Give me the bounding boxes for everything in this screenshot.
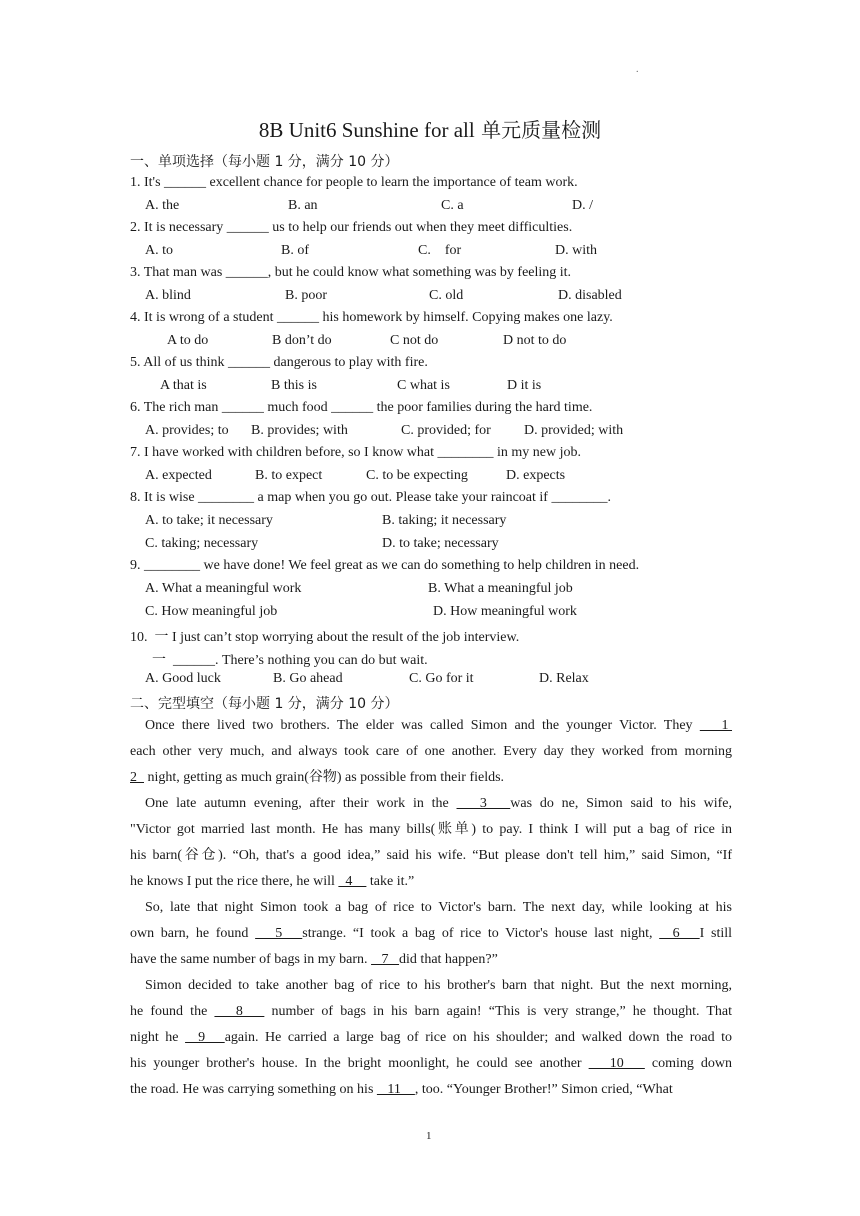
question-6: 6. The rich man ______ much food ______ the poor families during the hard time. <box>130 400 593 415</box>
option-d: D. expects <box>506 468 566 483</box>
blank: 6 <box>659 926 700 941</box>
option-c: C. a <box>441 198 464 213</box>
option-c: C not do <box>390 333 439 348</box>
blank: 1 <box>699 718 733 733</box>
passage-text: the road. He was carrying something on his <box>130 1082 377 1097</box>
question-8: 8. It is wise ________ a map when you go out. Please take your raincoat if ________. <box>130 490 611 505</box>
question-7: 7. I have worked with children before, so I know what ________ in my new job. <box>130 445 582 460</box>
passage-line <box>130 973 732 999</box>
passage-text: "Victor got married last month. He has many bills(账单) to pay. I think I will put a bag of rice in <box>130 822 732 837</box>
passage-line <box>130 713 732 739</box>
option-d: D. with <box>555 243 597 258</box>
option-c: C. provided; for <box>401 423 491 438</box>
passage-line <box>130 843 732 869</box>
question-1: 1. It's ______ excellent chance for people to learn the importance of team work. <box>130 175 578 190</box>
option-d: D. provided; with <box>524 423 624 438</box>
passage-text: was do ne, Simon said to his wife, <box>510 796 733 811</box>
passage-text: strange. “I took a bag of rice to Victor's house last night, <box>302 926 660 941</box>
option-d: D. disabled <box>558 288 622 303</box>
blank: 5 <box>255 926 303 941</box>
blank: 4 <box>338 874 367 889</box>
option-b: B. to expect <box>255 468 323 483</box>
passage-line <box>130 999 732 1025</box>
option-d: D. How meaningful work <box>433 604 577 619</box>
option-a: A. Good luck <box>145 671 221 686</box>
passage-text: take it.” <box>366 874 415 889</box>
passage-text: have the same number of bags in my barn. <box>130 952 372 967</box>
option-b: B this is <box>271 378 317 393</box>
option-b: B. of <box>281 243 309 258</box>
passage-text: , too. “Younger Brother!” Simon cried, “What <box>414 1082 673 1097</box>
option-c: C. How meaningful job <box>145 604 278 619</box>
page-title <box>0 114 860 143</box>
option-a: A to do <box>167 333 209 348</box>
option-b: B. taking; it necessary <box>382 513 507 528</box>
passage-text: Simon decided to take another bag of rice to his brother's barn that night. But the next morning, <box>145 978 732 993</box>
passage-text: I still <box>699 926 733 941</box>
option-a: A. to take; it necessary <box>145 513 273 528</box>
option-c: C. taking; necessary <box>145 536 259 551</box>
cloze-paragraph-4 <box>130 973 732 1103</box>
section-heading-cloze: 二、完型填空（每小题 1 分，满分 10 分） <box>130 696 399 712</box>
header-dot: . <box>636 64 639 75</box>
question-2: 2. It is necessary ______ us to help our friends out when they meet difficulties. <box>130 220 573 235</box>
option-d: D. Relax <box>539 671 589 686</box>
passage-text: his barn(谷仓). “Oh, that's a good idea,” said his wife. “But please don't tell him,” said Simon, “If <box>130 848 732 863</box>
option-a: A. provides; to <box>145 423 229 438</box>
option-a: A. the <box>145 198 180 213</box>
passage-line <box>130 1025 732 1051</box>
question-5: 5. All of us think ______ dangerous to play with fire. <box>130 355 428 370</box>
option-c: C. for <box>418 243 462 258</box>
option-d: D. / <box>572 198 593 213</box>
option-d: D not to do <box>503 333 567 348</box>
section-heading-multiple-choice: 一、单项选择（每小题 1 分，满分 10 分） <box>130 154 399 170</box>
passage-text: Once there lived two brothers. The elder was called Simon and the younger Victor. They <box>145 718 700 733</box>
passage-text: night, getting as much grain(谷物) as possible from their fields. <box>144 770 505 785</box>
cloze-paragraph-3 <box>130 895 732 973</box>
option-b: B don’t do <box>272 333 332 348</box>
blank: 8 <box>214 1004 265 1019</box>
passage-text: One late autumn evening, after their work in the <box>145 796 457 811</box>
option-b: B. Go ahead <box>273 671 343 686</box>
passage-line <box>130 895 732 921</box>
passage-text: night he <box>130 1030 186 1045</box>
option-c: C. to be expecting <box>366 468 468 483</box>
blank: 2 <box>130 770 144 785</box>
blank: 10 <box>588 1056 645 1071</box>
blank: 9 <box>185 1030 225 1045</box>
passage-text: coming down <box>644 1056 732 1071</box>
question-10: 10. 一 I just can’t stop worrying about the result of the job interview. <box>130 630 520 645</box>
passage-line <box>130 765 732 791</box>
cloze-paragraph-2 <box>130 791 732 895</box>
option-c: C. Go for it <box>409 671 474 686</box>
passage-line <box>130 739 732 765</box>
passage-text: did that happen?” <box>399 952 498 967</box>
option-a: A that is <box>160 378 207 393</box>
option-d: D it is <box>507 378 542 393</box>
question-4: 4. It is wrong of a student ______ his homework by himself. Copying makes one lazy. <box>130 310 613 325</box>
title-english: 8B Unit6 Sunshine for all <box>258 118 475 142</box>
passage-text: So, late that night Simon took a bag of rice to Victor's barn. The next day, while looking at his <box>145 900 732 915</box>
blank: 3 <box>456 796 511 811</box>
passage-text: number of bags in his barn again! “This is very strange,” he thought. That <box>264 1004 733 1019</box>
title-chinese: 单元质量检测 <box>481 118 602 142</box>
cloze-paragraph-1 <box>130 713 732 791</box>
option-a: A. What a meaningful work <box>145 581 302 596</box>
passage-text: he knows I put the rice there, he will <box>130 874 339 889</box>
question-9: 9. ________ we have done! We feel great as we can do something to help children in need. <box>130 558 640 573</box>
option-c: C what is <box>397 378 450 393</box>
passage-line <box>130 869 732 895</box>
passage-line <box>130 947 732 973</box>
passage-line <box>130 1077 732 1103</box>
passage-line <box>130 921 732 947</box>
option-a: A. expected <box>145 468 212 483</box>
passage-text: his younger brother's house. In the bright moonlight, he could see another <box>130 1056 589 1071</box>
blank: 11 <box>376 1082 415 1097</box>
option-b: B. poor <box>285 288 327 303</box>
blank: 7 <box>371 952 400 967</box>
passage-line <box>130 791 732 817</box>
passage-text: own barn, he found <box>130 926 256 941</box>
page-number: 1 <box>426 1130 432 1142</box>
passage-text: each other very much, and always took care of one another. Every day they worked from morning <box>130 744 732 759</box>
question-3: 3. That man was ______, but he could know what something was by feeling it. <box>130 265 572 280</box>
option-a: A. blind <box>145 288 191 303</box>
option-d: D. to take; necessary <box>382 536 499 551</box>
passage-line <box>130 1051 732 1077</box>
question-10-reply: 一 ______. There’s nothing you can do but wait. <box>152 653 428 668</box>
option-b: B. What a meaningful job <box>428 581 573 596</box>
passage-text: he found the <box>130 1004 215 1019</box>
option-b: B. provides; with <box>251 423 348 438</box>
option-c: C. old <box>429 288 464 303</box>
option-a: A. to <box>145 243 173 258</box>
passage-text: again. He carried a large bag of rice on his shoulder; and walked down the road to <box>224 1030 733 1045</box>
option-b: B. an <box>288 198 318 213</box>
passage-line <box>130 817 732 843</box>
